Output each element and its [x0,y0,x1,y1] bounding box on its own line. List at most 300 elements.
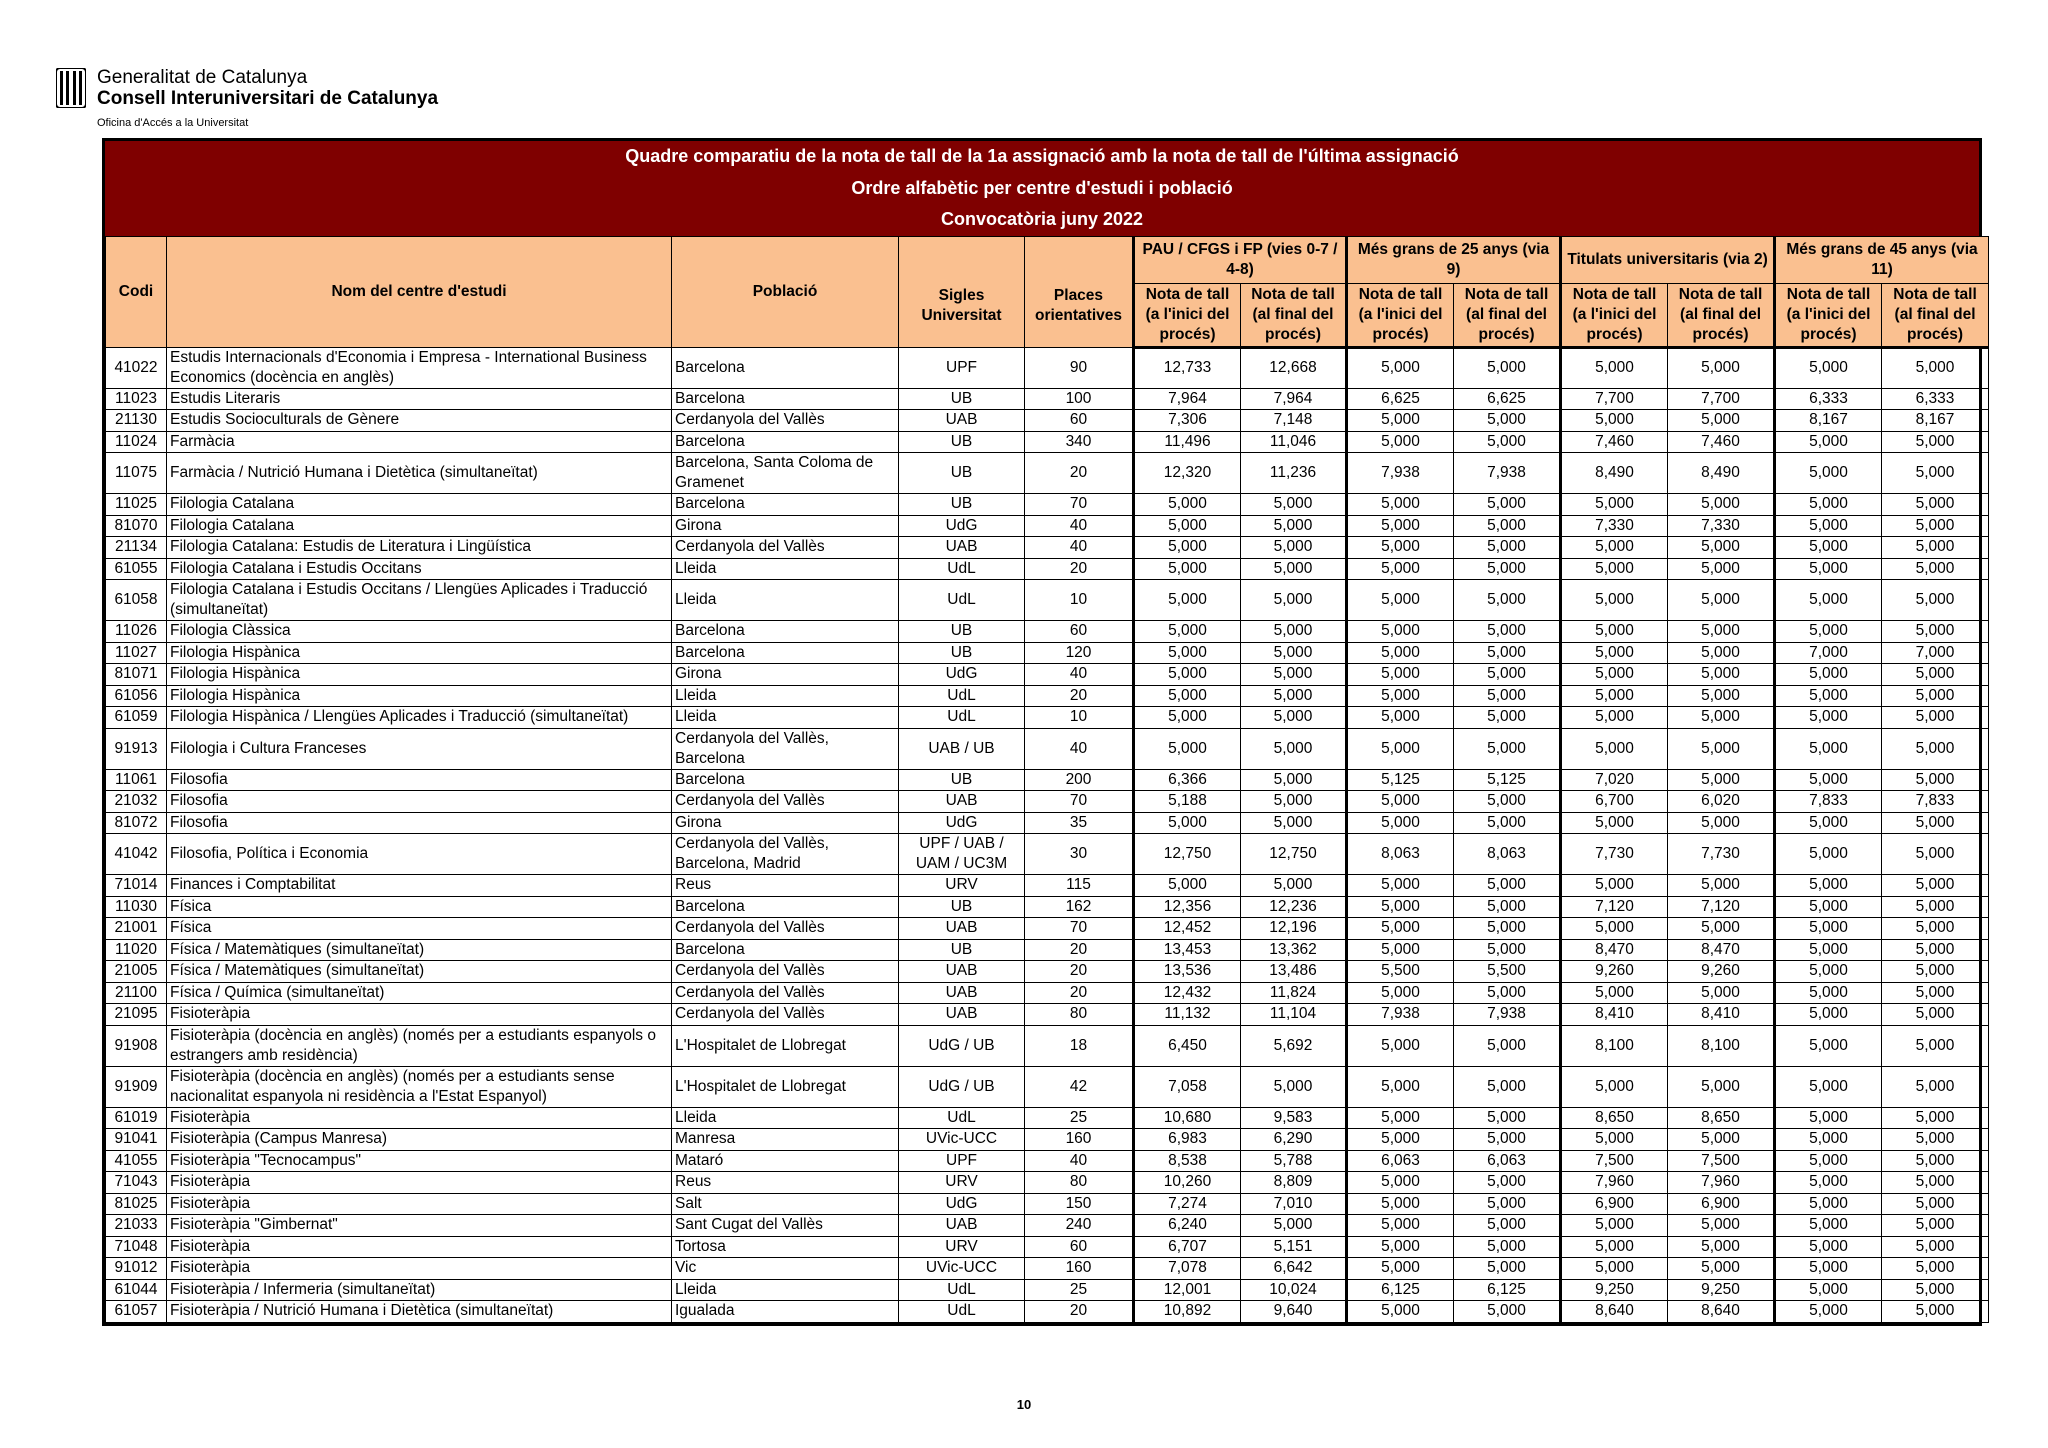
cell-25-end: 5,000 [1454,685,1561,707]
table-row [106,664,1989,686]
table-row [106,834,1989,875]
table-banner [105,141,1979,236]
cell-codi: 11024 [106,431,167,453]
cell-25-end: 5,000 [1454,939,1561,961]
cell-25-start: 5,000 [1347,1129,1454,1151]
cell-pau-start: 12,733 [1134,347,1241,388]
cell-45-start: 5,000 [1775,1172,1882,1194]
cell-25-start: 5,000 [1347,515,1454,537]
cell-sigles: UAB [899,982,1025,1004]
cell-titulats-start: 5,000 [1561,982,1668,1004]
cell-places: 20 [1025,961,1134,983]
cell-nom: Finances i Comptabilitat [167,875,672,897]
cell-poblacio: Tortosa [672,1236,899,1258]
cell-pau-start: 11,496 [1134,431,1241,453]
cell-45-start: 7,833 [1775,791,1882,813]
cell-45-end: 5,000 [1882,834,1989,875]
cell-sigles: URV [899,875,1025,897]
cell-pau-start: 7,078 [1134,1258,1241,1280]
cell-poblacio: Cerdanyola del Vallès [672,537,899,559]
cell-nom: Filologia Clàssica [167,621,672,643]
table-row [106,494,1989,516]
cell-titulats-start: 5,000 [1561,728,1668,769]
cell-places: 10 [1025,580,1134,621]
col-header-nom: Nom del centre d'estudi [167,236,672,347]
cell-25-start: 5,000 [1347,728,1454,769]
cell-25-end: 5,000 [1454,558,1561,580]
cell-sigles: UAB / UB [899,728,1025,769]
cell-45-start: 5,000 [1775,834,1882,875]
cell-pau-end: 8,809 [1241,1172,1347,1194]
cell-poblacio: Lleida [672,1107,899,1129]
cell-25-start: 6,625 [1347,388,1454,410]
table-row [106,1236,1989,1258]
cell-nom: Fisioteràpia "Tecnocampus" [167,1150,672,1172]
cell-45-end: 5,000 [1882,347,1989,388]
cell-codi: 61059 [106,707,167,729]
cell-codi: 61019 [106,1107,167,1129]
cell-45-start: 5,000 [1775,769,1882,791]
cell-45-start: 5,000 [1775,515,1882,537]
table-body [106,347,1989,1322]
cell-pau-start: 6,450 [1134,1025,1241,1066]
cell-nom: Filologia Hispànica [167,685,672,707]
cell-45-start: 8,167 [1775,410,1882,432]
cell-pau-start: 7,274 [1134,1193,1241,1215]
cell-nom: Filologia Catalana i Estudis Occitans / Llengües Aplicades i Traducció (simultaneïtat) [167,580,672,621]
table-row [106,961,1989,983]
cell-pau-end: 5,000 [1241,812,1347,834]
cell-titulats-end: 7,700 [1668,388,1775,410]
cell-25-end: 5,000 [1454,642,1561,664]
cell-titulats-start: 5,000 [1561,1215,1668,1237]
cell-pau-start: 12,452 [1134,918,1241,940]
cell-places: 20 [1025,982,1134,1004]
cell-places: 115 [1025,875,1134,897]
banner-title: Quadre comparatiu de la nota de tall de la 1a assignació amb la nota de tall de l'última assignació [625,146,1459,166]
table-row [106,1258,1989,1280]
cell-45-start: 5,000 [1775,558,1882,580]
table-row [106,537,1989,559]
cell-25-end: 5,000 [1454,1025,1561,1066]
table-row [106,1129,1989,1151]
cell-poblacio: Lleida [672,707,899,729]
cell-poblacio: Lleida [672,685,899,707]
cell-45-end: 5,000 [1882,939,1989,961]
cell-poblacio: Barcelona [672,431,899,453]
cell-titulats-start: 7,960 [1561,1172,1668,1194]
table-row [106,558,1989,580]
cell-pau-end: 11,104 [1241,1004,1347,1026]
cell-25-end: 6,063 [1454,1150,1561,1172]
table-row [106,388,1989,410]
cell-codi: 11026 [106,621,167,643]
cell-codi: 91012 [106,1258,167,1280]
cell-25-start: 5,000 [1347,1215,1454,1237]
cell-45-start: 5,000 [1775,664,1882,686]
cell-poblacio: Reus [672,1172,899,1194]
cell-places: 160 [1025,1129,1134,1151]
table-row [106,1107,1989,1129]
cell-nom: Fisioteràpia [167,1236,672,1258]
cell-25-end: 5,000 [1454,1236,1561,1258]
cell-sigles: UVic-UCC [899,1258,1025,1280]
cell-45-end: 5,000 [1882,1129,1989,1151]
cell-nom: Filologia Hispànica [167,642,672,664]
cell-45-start: 7,000 [1775,642,1882,664]
table-row [106,896,1989,918]
cell-poblacio: Barcelona [672,769,899,791]
cell-25-start: 5,000 [1347,410,1454,432]
cell-45-start: 5,000 [1775,918,1882,940]
cell-25-start: 5,000 [1347,791,1454,813]
cell-45-start: 5,000 [1775,1236,1882,1258]
sub-header-end: Nota de tall (al final del procés) [1668,283,1775,347]
cell-titulats-end: 5,000 [1668,1215,1775,1237]
cell-poblacio: Barcelona [672,896,899,918]
cell-codi: 71043 [106,1172,167,1194]
cell-titulats-end: 5,000 [1668,707,1775,729]
cell-titulats-end: 5,000 [1668,410,1775,432]
cell-sigles: UdL [899,558,1025,580]
col-header-sigles: Sigles Universitat [899,236,1025,347]
cell-25-end: 5,125 [1454,769,1561,791]
cell-titulats-start: 7,500 [1561,1150,1668,1172]
cell-codi: 21130 [106,410,167,432]
cell-pau-start: 6,983 [1134,1129,1241,1151]
cell-pau-end: 5,000 [1241,580,1347,621]
cell-pau-end: 12,236 [1241,896,1347,918]
cell-45-end: 5,000 [1882,961,1989,983]
cell-places: 60 [1025,410,1134,432]
cell-45-start: 5,000 [1775,1193,1882,1215]
cell-sigles: UPF [899,1150,1025,1172]
cell-codi: 21005 [106,961,167,983]
table-row [106,918,1989,940]
cell-codi: 81072 [106,812,167,834]
cell-titulats-end: 5,000 [1668,918,1775,940]
cell-titulats-start: 5,000 [1561,918,1668,940]
cell-sigles: UVic-UCC [899,1129,1025,1151]
cell-titulats-end: 9,260 [1668,961,1775,983]
cell-45-start: 5,000 [1775,1107,1882,1129]
cell-titulats-end: 5,000 [1668,664,1775,686]
cell-titulats-start: 9,260 [1561,961,1668,983]
cell-pau-end: 13,486 [1241,961,1347,983]
cell-sigles: UAB [899,1004,1025,1026]
cell-nom: Física [167,918,672,940]
cell-25-start: 5,000 [1347,431,1454,453]
sub-header-end: Nota de tall (al final del procés) [1882,283,1989,347]
sub-header-start: Nota de tall (a l'inici del procés) [1347,283,1454,347]
cell-codi: 21032 [106,791,167,813]
cell-45-end: 5,000 [1882,728,1989,769]
cell-poblacio: Cerdanyola del Vallès [672,982,899,1004]
cell-25-start: 5,000 [1347,558,1454,580]
cell-titulats-start: 7,330 [1561,515,1668,537]
cell-pau-end: 7,964 [1241,388,1347,410]
cell-nom: Fisioteràpia [167,1172,672,1194]
table-row [106,453,1989,494]
col-header-places: Places orientatives [1025,236,1134,347]
cell-pau-end: 5,000 [1241,537,1347,559]
cell-pau-start: 6,707 [1134,1236,1241,1258]
cell-45-end: 5,000 [1882,1172,1989,1194]
cell-25-start: 5,000 [1347,918,1454,940]
cell-poblacio: Girona [672,515,899,537]
cell-codi: 41022 [106,347,167,388]
cell-pau-start: 10,680 [1134,1107,1241,1129]
cell-places: 40 [1025,537,1134,559]
logo-line-3: Oficina d'Accés a la Universitat [97,117,249,129]
cell-titulats-start: 5,000 [1561,621,1668,643]
cell-25-start: 5,000 [1347,875,1454,897]
cell-pau-start: 13,536 [1134,961,1241,983]
table-row [106,580,1989,621]
cell-pau-start: 5,188 [1134,791,1241,813]
cell-25-start: 5,000 [1347,1236,1454,1258]
cell-places: 20 [1025,939,1134,961]
cell-titulats-start: 7,730 [1561,834,1668,875]
sub-header-start: Nota de tall (a l'inici del procés) [1134,283,1241,347]
logo-line-1: Generalitat de Catalunya [97,67,308,88]
cell-pau-end: 5,151 [1241,1236,1347,1258]
cell-codi: 11025 [106,494,167,516]
cell-45-start: 5,000 [1775,1279,1882,1301]
cell-25-end: 7,938 [1454,453,1561,494]
cell-places: 18 [1025,1025,1134,1066]
cell-sigles: UB [899,494,1025,516]
cell-45-start: 6,333 [1775,388,1882,410]
cell-poblacio: Lleida [672,580,899,621]
cell-places: 25 [1025,1279,1134,1301]
cell-25-start: 8,063 [1347,834,1454,875]
cell-sigles: URV [899,1172,1025,1194]
cell-nom: Farmàcia / Nutrició Humana i Dietètica (simultaneïtat) [167,453,672,494]
table-row [106,347,1989,388]
cell-45-start: 5,000 [1775,1025,1882,1066]
cell-nom: Filologia i Cultura Franceses [167,728,672,769]
cell-25-end: 5,000 [1454,896,1561,918]
cell-sigles: UdL [899,1107,1025,1129]
cell-25-start: 5,000 [1347,580,1454,621]
cell-codi: 61056 [106,685,167,707]
cell-pau-start: 13,453 [1134,939,1241,961]
cell-nom: Física / Química (simultaneïtat) [167,982,672,1004]
cell-poblacio: Cerdanyola del Vallès, Barcelona [672,728,899,769]
cell-places: 20 [1025,453,1134,494]
cell-25-end: 5,000 [1454,494,1561,516]
cell-nom: Filologia Catalana i Estudis Occitans [167,558,672,580]
cell-poblacio: Cerdanyola del Vallès [672,410,899,432]
cell-titulats-end: 5,000 [1668,642,1775,664]
cell-codi: 61055 [106,558,167,580]
cell-poblacio: Girona [672,812,899,834]
cell-places: 20 [1025,558,1134,580]
cell-pau-start: 5,000 [1134,515,1241,537]
cell-titulats-end: 5,000 [1668,621,1775,643]
cell-titulats-end: 6,900 [1668,1193,1775,1215]
cell-sigles: UB [899,431,1025,453]
cell-pau-start: 6,366 [1134,769,1241,791]
cell-25-end: 5,000 [1454,791,1561,813]
cell-25-start: 5,000 [1347,537,1454,559]
cell-nom: Filosofia [167,812,672,834]
cell-places: 70 [1025,494,1134,516]
cell-25-start: 5,000 [1347,939,1454,961]
cell-45-start: 5,000 [1775,537,1882,559]
cell-45-end: 5,000 [1882,515,1989,537]
cell-pau-start: 5,000 [1134,558,1241,580]
cell-pau-end: 6,290 [1241,1129,1347,1151]
cell-45-start: 5,000 [1775,1129,1882,1151]
cell-45-end: 5,000 [1882,453,1989,494]
cell-titulats-start: 5,000 [1561,685,1668,707]
cell-pau-end: 12,750 [1241,834,1347,875]
cell-places: 160 [1025,1258,1134,1280]
cell-25-end: 5,000 [1454,431,1561,453]
cell-25-start: 5,000 [1347,1193,1454,1215]
cell-pau-end: 5,692 [1241,1025,1347,1066]
cell-pau-end: 7,010 [1241,1193,1347,1215]
cell-codi: 41055 [106,1150,167,1172]
cell-titulats-end: 8,650 [1668,1107,1775,1129]
cell-45-end: 5,000 [1882,558,1989,580]
cell-titulats-start: 5,000 [1561,642,1668,664]
cell-25-start: 5,000 [1347,621,1454,643]
cell-25-start: 5,000 [1347,812,1454,834]
cell-45-end: 5,000 [1882,982,1989,1004]
cell-sigles: UAB [899,918,1025,940]
table-row [106,1066,1989,1107]
cell-45-end: 5,000 [1882,896,1989,918]
cell-nom: Física [167,896,672,918]
cell-pau-start: 5,000 [1134,685,1241,707]
cell-pau-start: 5,000 [1134,621,1241,643]
cell-45-start: 5,000 [1775,1215,1882,1237]
cell-poblacio: Cerdanyola del Vallès [672,791,899,813]
cell-25-start: 7,938 [1347,1004,1454,1026]
cell-sigles: UB [899,621,1025,643]
cell-pau-end: 12,196 [1241,918,1347,940]
cell-sigles: UAB [899,1215,1025,1237]
cell-sigles: UdG [899,812,1025,834]
cell-titulats-start: 7,460 [1561,431,1668,453]
banner-session: Convocatòria juny 2022 [940,209,1144,229]
table-row [106,1301,1989,1323]
cell-45-start: 5,000 [1775,1066,1882,1107]
cell-pau-start: 12,001 [1134,1279,1241,1301]
cell-45-end: 7,000 [1882,642,1989,664]
cell-titulats-end: 8,470 [1668,939,1775,961]
cell-places: 240 [1025,1215,1134,1237]
cell-25-start: 5,000 [1347,664,1454,686]
table-row [106,1279,1989,1301]
cell-25-start: 7,938 [1347,453,1454,494]
cell-places: 40 [1025,1150,1134,1172]
cell-poblacio: Barcelona [672,347,899,388]
cell-titulats-end: 8,490 [1668,453,1775,494]
cell-poblacio: Cerdanyola del Vallès, Barcelona, Madrid [672,834,899,875]
cell-25-start: 5,000 [1347,1066,1454,1107]
cell-poblacio: Salt [672,1193,899,1215]
cell-pau-start: 12,356 [1134,896,1241,918]
cell-pau-end: 5,788 [1241,1150,1347,1172]
cell-45-end: 5,000 [1882,1004,1989,1026]
cell-pau-start: 8,538 [1134,1150,1241,1172]
cell-codi: 11020 [106,939,167,961]
cell-sigles: UdL [899,685,1025,707]
cell-places: 80 [1025,1004,1134,1026]
cell-sigles: UB [899,769,1025,791]
cell-titulats-end: 9,250 [1668,1279,1775,1301]
cell-pau-start: 5,000 [1134,707,1241,729]
cell-sigles: UB [899,453,1025,494]
cell-25-start: 5,000 [1347,1301,1454,1323]
cell-places: 40 [1025,728,1134,769]
cell-pau-start: 12,750 [1134,834,1241,875]
cell-25-start: 5,000 [1347,685,1454,707]
cell-45-start: 5,000 [1775,494,1882,516]
cell-poblacio: L'Hospitalet de Llobregat [672,1066,899,1107]
logo-line-2: Consell Interuniversitari de Catalunya [97,88,439,109]
cell-pau-end: 5,000 [1241,685,1347,707]
cell-45-end: 5,000 [1882,1279,1989,1301]
cell-titulats-end: 5,000 [1668,728,1775,769]
cell-nom: Filologia Catalana: Estudis de Literatura i Lingüística [167,537,672,559]
cell-titulats-start: 5,000 [1561,347,1668,388]
cell-sigles: UAB [899,791,1025,813]
cell-45-end: 5,000 [1882,537,1989,559]
cell-25-end: 7,938 [1454,1004,1561,1026]
cell-25-start: 5,000 [1347,707,1454,729]
cell-25-end: 5,000 [1454,621,1561,643]
cell-25-start: 5,000 [1347,1172,1454,1194]
cell-nom: Filosofia [167,791,672,813]
cell-codi: 41042 [106,834,167,875]
table-row [106,791,1989,813]
cell-45-end: 5,000 [1882,1193,1989,1215]
cell-pau-end: 7,148 [1241,410,1347,432]
cell-nom: Fisioteràpia [167,1193,672,1215]
cell-titulats-end: 6,020 [1668,791,1775,813]
cell-pau-end: 12,668 [1241,347,1347,388]
cell-titulats-start: 5,000 [1561,707,1668,729]
cell-poblacio: Mataró [672,1150,899,1172]
cell-titulats-end: 5,000 [1668,558,1775,580]
cell-pau-start: 12,320 [1134,453,1241,494]
cell-codi: 21095 [106,1004,167,1026]
cell-titulats-start: 8,410 [1561,1004,1668,1026]
cell-pau-end: 5,000 [1241,707,1347,729]
cell-25-end: 5,000 [1454,918,1561,940]
cell-codi: 21100 [106,982,167,1004]
cell-45-start: 5,000 [1775,453,1882,494]
cell-pau-end: 5,000 [1241,769,1347,791]
cell-titulats-start: 7,120 [1561,896,1668,918]
cell-titulats-start: 5,000 [1561,812,1668,834]
cell-45-end: 5,000 [1882,431,1989,453]
table-row [106,875,1989,897]
cell-poblacio: Barcelona [672,388,899,410]
cell-titulats-start: 8,470 [1561,939,1668,961]
cell-25-end: 5,000 [1454,728,1561,769]
cell-places: 340 [1025,431,1134,453]
cell-poblacio: Sant Cugat del Vallès [672,1215,899,1237]
cell-titulats-start: 8,640 [1561,1301,1668,1323]
cell-sigles: UB [899,896,1025,918]
cell-codi: 91908 [106,1025,167,1066]
